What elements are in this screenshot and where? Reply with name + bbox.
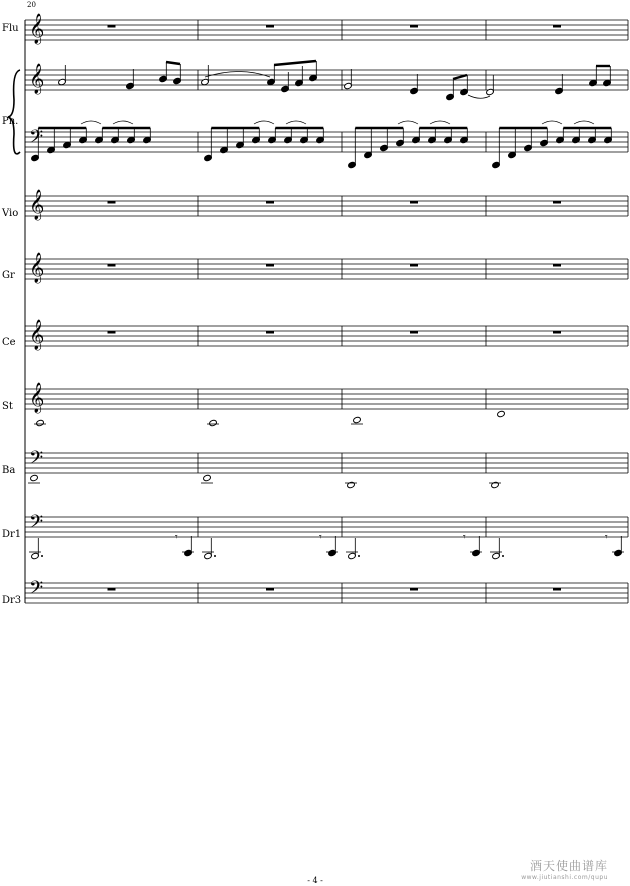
bass-clef: 𝄢 xyxy=(29,578,44,603)
label-gr: Gr xyxy=(2,270,15,281)
whole-rest xyxy=(410,588,418,591)
whole-rest xyxy=(553,264,561,267)
watermark xyxy=(488,857,608,881)
piano-arpeggio xyxy=(355,121,467,128)
slur xyxy=(574,121,594,124)
slur xyxy=(81,121,101,124)
string-whole-note xyxy=(209,419,218,426)
beam xyxy=(166,62,180,64)
bass-whole-note xyxy=(30,474,39,481)
bass-clef: 𝄢 xyxy=(29,512,44,537)
staves xyxy=(8,13,628,603)
whole-rest xyxy=(553,588,561,591)
dot xyxy=(214,555,216,557)
eighth-rest: 𝄾 xyxy=(319,532,322,543)
bass-clef: 𝄢 xyxy=(29,448,44,473)
whole-rest xyxy=(410,264,418,267)
whole-rest xyxy=(108,331,116,334)
treble-clef: 𝄞 xyxy=(29,190,45,220)
eighth-rest: 𝄾 xyxy=(463,532,466,543)
staff-ba xyxy=(25,448,628,473)
staff-gr xyxy=(25,252,628,284)
whole-rest xyxy=(108,588,116,591)
whole-rest xyxy=(108,201,116,204)
label-st: St xyxy=(2,401,13,412)
slur xyxy=(286,121,306,124)
staff-dr1 xyxy=(25,512,628,537)
whole-rest xyxy=(410,331,418,334)
staff-vio xyxy=(25,189,628,221)
bass-clef: 𝄢 xyxy=(29,127,44,152)
treble-clef: 𝄞 xyxy=(29,14,45,44)
treble-clef: 𝄞 xyxy=(29,383,45,413)
eighth-rest: 𝄾 xyxy=(605,532,608,543)
string-whole-note xyxy=(497,410,506,417)
eighth-rest: 𝄾 xyxy=(175,532,178,543)
slur xyxy=(254,121,274,124)
treble-clef: 𝄞 xyxy=(29,64,45,94)
beam xyxy=(274,61,316,65)
bass-whole-note xyxy=(491,481,500,488)
label-dr1: Dr1 xyxy=(2,529,22,540)
whole-rest xyxy=(553,331,561,334)
label-flu: Flu xyxy=(2,23,19,34)
dot xyxy=(502,555,504,557)
treble-clef: 𝄞 xyxy=(29,320,45,350)
bass-whole-note xyxy=(347,481,356,488)
whole-rest xyxy=(266,201,274,204)
watermark-title: 酒天使曲谱库 xyxy=(529,859,608,873)
whole-rest xyxy=(108,25,116,28)
dot xyxy=(358,555,360,557)
label-ce: Ce xyxy=(2,337,16,348)
instrument-labels xyxy=(1,23,21,606)
whole-rest xyxy=(266,331,274,334)
watermark-url: www.jiutianshi.com/qupu xyxy=(521,874,608,881)
staff-pnT xyxy=(25,63,628,95)
slur xyxy=(398,121,418,124)
slur xyxy=(430,121,450,124)
staff-flu xyxy=(25,13,628,45)
label-vio: Vio xyxy=(2,208,19,219)
slur xyxy=(113,121,133,124)
staff-ce xyxy=(25,319,628,351)
string-whole-note xyxy=(36,419,45,426)
notes xyxy=(28,25,624,591)
whole-rest xyxy=(553,25,561,28)
label-pn: Pn. xyxy=(2,116,19,127)
string-whole-note xyxy=(353,416,362,423)
tie xyxy=(205,72,270,78)
dot xyxy=(41,555,43,557)
piano-arpeggio xyxy=(211,121,323,128)
beam xyxy=(453,75,467,79)
piano-brace xyxy=(8,70,20,154)
whole-rest xyxy=(266,264,274,267)
whole-rest xyxy=(266,25,274,28)
slur xyxy=(542,121,562,124)
bass-whole-note xyxy=(203,474,212,481)
piano-arpeggio xyxy=(499,121,611,128)
whole-rest xyxy=(553,201,561,204)
page-number: - 4 - xyxy=(307,876,323,885)
staff-st xyxy=(25,382,628,414)
whole-rest xyxy=(108,264,116,267)
label-ba: Ba xyxy=(2,465,16,476)
whole-rest xyxy=(410,25,418,28)
tie xyxy=(468,95,490,98)
label-dr3: Dr3 xyxy=(2,595,22,606)
treble-clef: 𝄞 xyxy=(29,253,45,283)
whole-rest xyxy=(266,588,274,591)
whole-rest xyxy=(410,201,418,204)
piano-arpeggio xyxy=(38,121,150,128)
measure-number: 20 xyxy=(27,1,36,9)
